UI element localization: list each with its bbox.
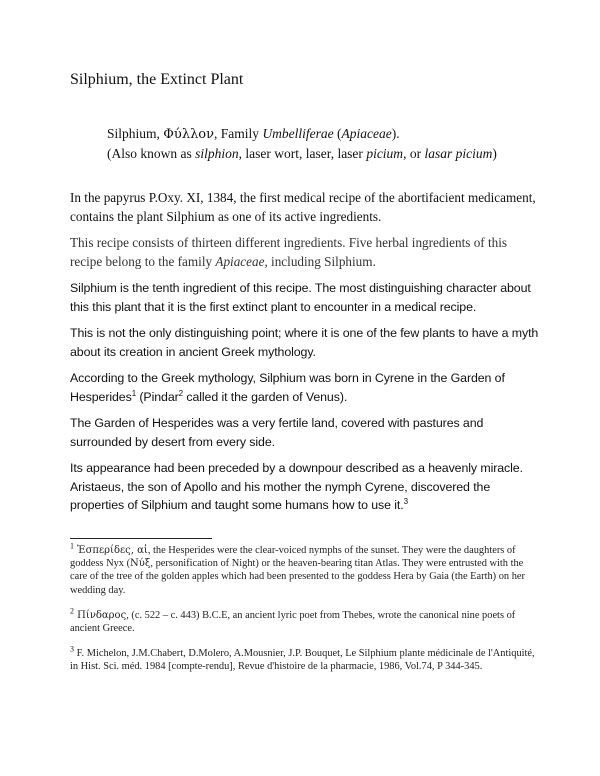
footnote-2-text: , (c. 522 – c. 443) B.C.E, an ancient lyric poet from Thebes, wrote the canonical nine poets of ancient Greece. [70, 609, 516, 635]
page-title: Silphium, the Extinct Plant [70, 71, 244, 88]
plant-name: Silphium, [107, 126, 164, 141]
plant-heading [107, 124, 497, 163]
aka-mid2: , or [403, 146, 425, 161]
footnote-ref-2[interactable]: 2 [178, 388, 183, 398]
footnote-ref-1[interactable]: 1 [131, 388, 137, 398]
footnote-3 [70, 644, 540, 673]
family-prefix: , Family [214, 126, 263, 141]
footnote-3-text: F. Michelon, J.M.Chabert, D.Molero, A.Mousnier, J.P. Bouquet, Le Silphium plante médicinale de l'Antiquité, in Hist. Sci. méd. 1984 [compte-rendu], Revue d'histoire de la pharmacie, 1986, Vol.74, P 344-345. [70, 648, 535, 673]
family-name: Umbelliferae [262, 126, 334, 141]
footnote-2 [70, 606, 540, 635]
aka-close: ) [492, 146, 497, 161]
footnote-1-greek: Ἑσπερίδες, αἱ [74, 545, 148, 556]
greek-name: Φύλλον [163, 127, 215, 142]
paragraph-4: This is not the only distinguishing point; where it is one of the few plants to have a myth about its creation in ancient Greek mythology. [70, 326, 539, 359]
paragraph-7-text: Its appearance had been preceded by a downpour described as a heavenly miracle. Aristaeus, the son of Apollo and his mother the nymph Cyrene, discovered the properties of Silphium and taught some humans how to use it. [70, 461, 523, 512]
aka-mid1: , laser wort, laser, laser [238, 146, 367, 161]
plant-name-line [107, 124, 497, 144]
footnote-2-number: 2 [70, 606, 74, 616]
paragraph-5-text-b: (Pindar [136, 389, 179, 404]
aka-silphion: silphion [195, 146, 239, 161]
footnotes [70, 541, 540, 686]
footnote-1-greek-nyx: Νύξ [130, 558, 151, 570]
paragraph-2-text-a: This recipe consists of thirteen different ingredients. Five herbal ingredients of this recipe belong to the family [70, 235, 508, 269]
paragraph-2-text-b: , including Silphium. [264, 253, 376, 269]
paren-open: ( [333, 126, 342, 141]
footnote-separator [70, 538, 212, 539]
paragraph-3: Silphium is the tenth ingredient of this recipe. The most distinguishing character about this this plant that it is the first extinct plant to encounter in a medical recipe. [70, 281, 531, 314]
body-text [70, 189, 540, 523]
paragraph-5 [70, 369, 540, 406]
footnote-1 [70, 541, 540, 597]
paragraph-1: In the papyrus P.Oxy. XI, 1384, the first medical recipe of the abortifacient medicament, contains the plant Silphium as one of its active ingredients. [70, 190, 536, 224]
footnote-1-text-b: , personification of Night) or the heaven-bearing titan Atlas. They were entrusted with the care of the tree of the golden apples which had been presented to the goddess Hera by Gaia (the Earth) on her wedding day. [70, 558, 525, 596]
footnote-1-number: 1 [70, 541, 74, 551]
aka-picium: picium [366, 146, 404, 161]
paragraph-2 [70, 234, 540, 271]
footnote-3-number: 3 [70, 644, 74, 654]
paragraph-7 [70, 459, 540, 515]
also-known-line [107, 144, 497, 163]
aka-lasar-picium: lasar picium [424, 146, 493, 161]
paragraph-5-text-a: According to the Greek mythology, Silphium was born in Cyrene in the Garden of Hesperides [70, 371, 505, 404]
footnote-1-text-a: , the Hesperides were the clear-voiced nymphs of the sunset. They were the daughters of goddess Nyx ( [70, 545, 516, 570]
paragraph-2-italic: Apiaceae [215, 253, 265, 269]
aka-open: (Also known as [107, 146, 196, 161]
paragraph-5-text-c: called it the garden of Venus). [183, 389, 348, 404]
footnote-ref-3[interactable]: 3 [403, 496, 408, 506]
family-alt-name: Apiaceae [341, 126, 392, 141]
footnote-2-greek: Πίνδαρος [74, 609, 127, 621]
paren-close: ). [391, 126, 400, 141]
paragraph-6: The Garden of Hesperides was a very fertile land, covered with pastures and surrounded by desert from every side. [70, 416, 484, 449]
